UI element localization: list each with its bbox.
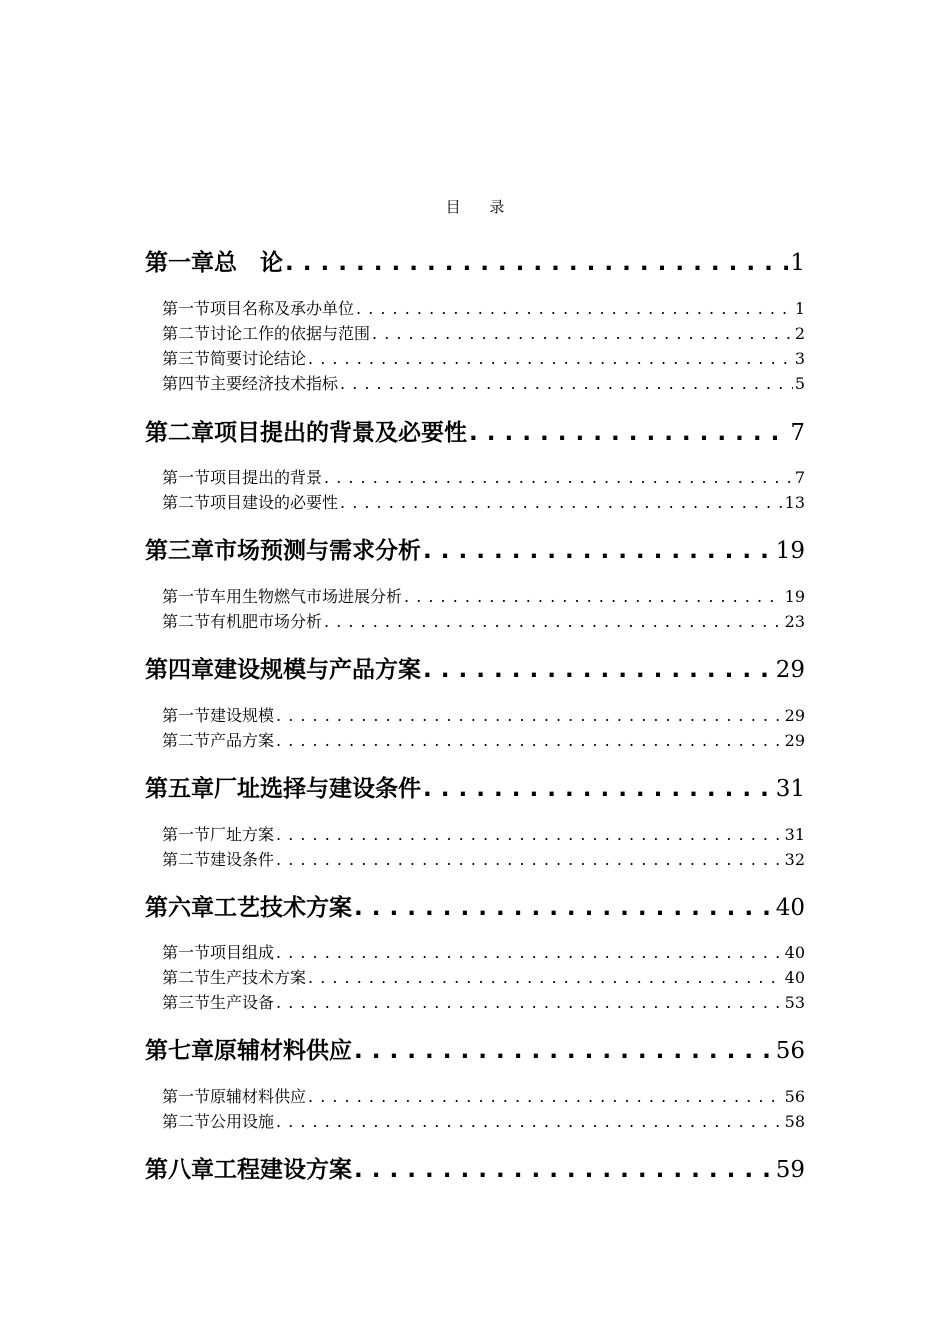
page-number: 29 xyxy=(784,706,805,725)
page-number: 53 xyxy=(784,993,805,1012)
chapter-label: 第四章 xyxy=(145,657,214,683)
section-title: 车用生物燃气市场进展分析 xyxy=(210,587,403,606)
section-label: 第一节 xyxy=(162,943,211,962)
page-number: 40 xyxy=(784,943,805,962)
section-title: 原辅材料供应 xyxy=(210,1087,307,1106)
dot-leader xyxy=(324,612,783,631)
dot-leader xyxy=(423,776,774,802)
section-label: 第二节 xyxy=(162,493,211,512)
section-label: 第二节 xyxy=(162,1112,211,1131)
chapter-title: 建设规模与产品方案 xyxy=(214,657,421,683)
dot-leader xyxy=(423,538,774,564)
dot-leader xyxy=(404,587,783,606)
toc-section-entry[interactable] xyxy=(162,940,805,962)
chapter-label: 第七章 xyxy=(145,1038,214,1064)
page-number: 29 xyxy=(775,657,805,683)
dot-leader xyxy=(308,968,783,987)
section-title: 项目建设的必要性 xyxy=(210,493,339,512)
section-label: 第一节 xyxy=(162,1087,211,1106)
page-number: 32 xyxy=(784,850,805,869)
toc-section-entry[interactable] xyxy=(162,1109,805,1131)
dot-leader xyxy=(308,1087,783,1106)
dot-leader xyxy=(285,250,788,276)
section-label: 第二节 xyxy=(162,612,211,631)
toc-section-entry[interactable] xyxy=(162,965,805,987)
page-number: 56 xyxy=(784,1087,805,1106)
chapter-title: 项目提出的背景及必要性 xyxy=(214,420,467,446)
toc-section-entry[interactable] xyxy=(162,296,805,318)
section-label: 第一节 xyxy=(162,468,211,487)
dot-leader xyxy=(324,468,793,487)
section-title: 厂址方案 xyxy=(210,825,275,844)
page-number: 29 xyxy=(784,731,805,750)
chapter-label: 第三章 xyxy=(145,538,214,564)
dot-leader xyxy=(276,943,783,962)
page-number: 56 xyxy=(775,1038,805,1064)
section-label: 第一节 xyxy=(162,706,211,725)
dot-leader xyxy=(276,731,783,750)
section-label: 第三节 xyxy=(162,993,211,1012)
dot-leader xyxy=(354,1157,774,1183)
dot-leader xyxy=(423,657,774,683)
toc-section-entry[interactable] xyxy=(162,822,805,844)
toc-title: 目 录 xyxy=(445,198,517,216)
section-label: 第一节 xyxy=(162,825,211,844)
page-number: 58 xyxy=(784,1112,805,1131)
section-title: 项目组成 xyxy=(210,943,275,962)
chapter-label: 第一章 xyxy=(145,250,214,276)
dot-leader xyxy=(469,420,788,446)
toc-chapter-entry[interactable] xyxy=(145,651,805,683)
section-title: 有机肥市场分析 xyxy=(210,612,323,631)
page-number: 1 xyxy=(790,250,805,276)
page-number: 2 xyxy=(794,324,805,343)
section-title: 主要经济技术指标 xyxy=(210,374,339,393)
dot-leader xyxy=(354,895,774,921)
page-number: 3 xyxy=(794,349,805,368)
dot-leader xyxy=(276,1112,783,1131)
chapter-label: 第二章 xyxy=(145,420,214,446)
page-number: 40 xyxy=(784,968,805,987)
toc-section-entry[interactable] xyxy=(162,346,805,368)
toc-section-entry[interactable] xyxy=(162,847,805,869)
chapter-title: 厂址选择与建设条件 xyxy=(214,776,421,802)
toc-section-entry[interactable] xyxy=(162,371,805,393)
page-number: 5 xyxy=(794,374,805,393)
page-number: 13 xyxy=(784,493,805,512)
toc-section-entry[interactable] xyxy=(162,584,805,606)
dot-leader xyxy=(354,1038,774,1064)
dot-leader xyxy=(308,349,793,368)
toc-chapter-entry[interactable] xyxy=(145,414,805,446)
toc-section-entry[interactable] xyxy=(162,1084,805,1106)
section-label: 第四节 xyxy=(162,374,211,393)
toc-section-entry[interactable] xyxy=(162,321,805,343)
toc-chapter-entry[interactable] xyxy=(145,244,805,276)
dot-leader xyxy=(340,493,783,512)
toc-chapter-entry[interactable] xyxy=(145,532,805,564)
section-label: 第二节 xyxy=(162,968,211,987)
toc-chapter-entry[interactable] xyxy=(145,1032,805,1064)
chapter-label: 第八章 xyxy=(145,1157,214,1183)
section-title: 建设规模 xyxy=(210,706,275,725)
chapter-title: 工艺技术方案 xyxy=(214,895,352,921)
page-number: 7 xyxy=(790,420,805,446)
toc-chapter-entry[interactable] xyxy=(145,889,805,921)
page-number: 23 xyxy=(784,612,805,631)
page-number: 31 xyxy=(784,825,805,844)
dot-leader xyxy=(276,825,783,844)
section-label: 第一节 xyxy=(162,587,211,606)
page-number: 40 xyxy=(775,895,805,921)
toc-section-entry[interactable] xyxy=(162,703,805,725)
section-title: 项目名称及承办单位 xyxy=(210,299,355,318)
section-title: 项目提出的背景 xyxy=(210,468,323,487)
chapter-title: 总 论 xyxy=(214,250,283,276)
chapter-title: 原辅材料供应 xyxy=(214,1038,352,1064)
page-number: 7 xyxy=(794,468,805,487)
section-label: 第三节 xyxy=(162,349,211,368)
section-label: 第二节 xyxy=(162,324,211,343)
section-label: 第二节 xyxy=(162,731,211,750)
section-title: 建设条件 xyxy=(210,850,275,869)
section-label: 第二节 xyxy=(162,850,211,869)
dot-leader xyxy=(372,324,793,343)
page-number: 1 xyxy=(794,299,805,318)
dot-leader xyxy=(356,299,793,318)
chapter-label: 第六章 xyxy=(145,895,214,921)
chapter-title: 工程建设方案 xyxy=(214,1157,352,1183)
section-title: 生产设备 xyxy=(210,993,275,1012)
toc-section-entry[interactable] xyxy=(162,990,805,1012)
dot-leader xyxy=(276,993,783,1012)
section-title: 简要讨论结论 xyxy=(210,349,307,368)
section-title: 讨论工作的依据与范围 xyxy=(210,324,371,343)
toc-section-entry[interactable] xyxy=(162,728,805,750)
dot-leader xyxy=(276,706,783,725)
page-number: 19 xyxy=(775,538,805,564)
page-number: 19 xyxy=(784,587,805,606)
section-title: 公用设施 xyxy=(210,1112,275,1131)
page-number: 31 xyxy=(775,776,805,802)
section-title: 生产技术方案 xyxy=(210,968,307,987)
chapter-label: 第五章 xyxy=(145,776,214,802)
toc-section-entry[interactable] xyxy=(162,609,805,631)
section-title: 产品方案 xyxy=(210,731,275,750)
chapter-title: 市场预测与需求分析 xyxy=(214,538,421,564)
toc-section-entry[interactable] xyxy=(162,465,805,487)
dot-leader xyxy=(276,850,783,869)
toc-section-entry[interactable] xyxy=(162,490,805,512)
toc-chapter-entry[interactable] xyxy=(145,770,805,802)
page-number: 59 xyxy=(775,1157,805,1183)
toc-chapter-entry[interactable] xyxy=(145,1151,805,1183)
dot-leader xyxy=(340,374,793,393)
section-label: 第一节 xyxy=(162,299,211,318)
